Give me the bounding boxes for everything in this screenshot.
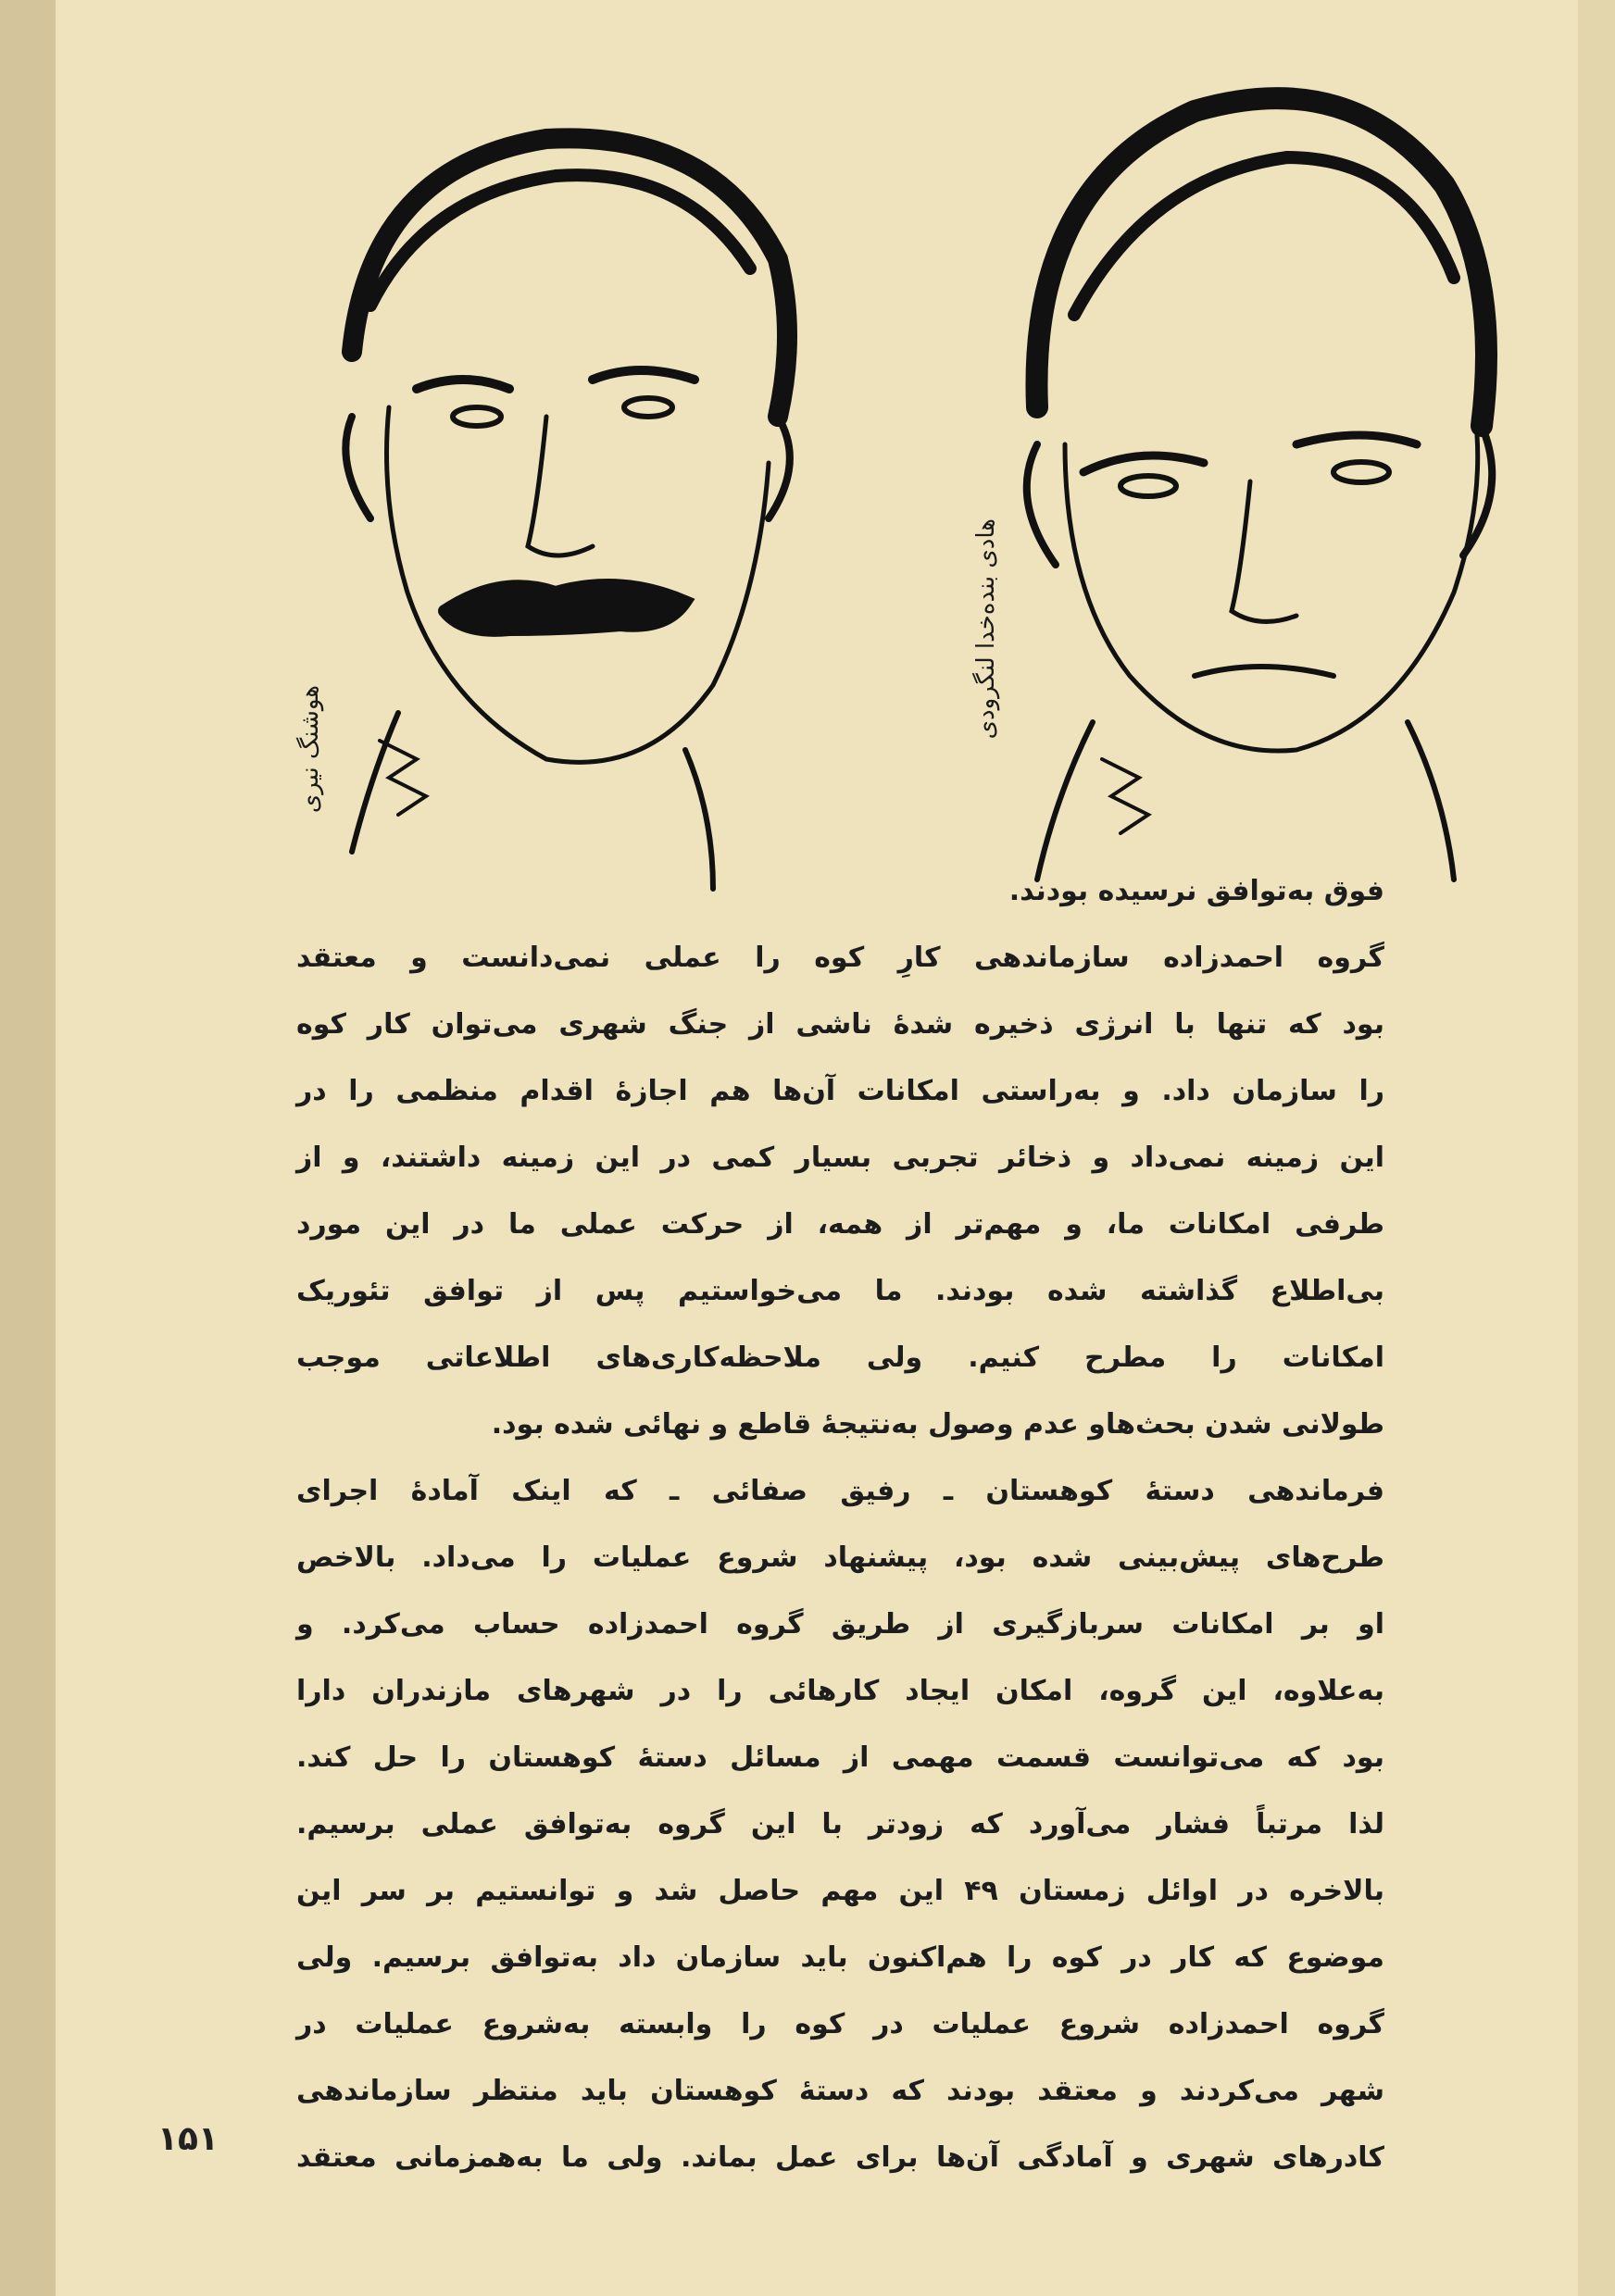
- text-line: او بر امکانات سربازگیری از طریق گروه احمدزاده حساب می‌کرد. و: [296, 1608, 1384, 1641]
- text-line: فوق به‌توافق نرسیده بودند.: [1008, 875, 1384, 907]
- text-line: طولانی شدن بحث‌هاو عدم وصول به‌نتیجهٔ قاطع و نهائی شده بود.: [491, 1408, 1384, 1441]
- text-line: لذا مرتباً فشار می‌آورد که زودتر با این گروه به‌توافق عملی برسیم.: [296, 1808, 1384, 1841]
- text-line: این زمینه نمی‌داد و ذخائر تجربی بسیار کمی در این زمینه داشتند، و از: [296, 1142, 1384, 1174]
- text-line: بالاخره در اوائل زمستان ۴۹ این مهم حاصل شد و توانستیم بر سر این: [296, 1875, 1384, 1907]
- text-line: بود که تنها با انرژی ذخیره شدهٔ ناشی از جنگ شهری می‌توان کار کوه: [296, 1008, 1384, 1041]
- text-line: موضوع که کار در کوه را هم‌اکنون باید سازمان داد به‌توافق برسیم. ولی: [296, 1941, 1384, 1974]
- text-line: گروه احمدزاده شروع عملیات در کوه را وابسته به‌شروع عملیات در: [296, 2008, 1384, 2040]
- text-line: بی‌اطلاع گذاشته شده بودند. ما می‌خواستیم پس از توافق تئوریک: [296, 1275, 1384, 1307]
- page-edge-left: [0, 0, 56, 2296]
- text-line: شهر می‌کردند و معتقد بودند که دستهٔ کوهستان باید منتظر سازماندهی: [296, 2075, 1384, 2107]
- portrait-sketch-right: [963, 74, 1519, 889]
- text-line: طرفی امکانات ما، و مهم‌تر از همه، از حرکت عملی ما در این مورد: [296, 1208, 1384, 1241]
- text-line: را سازمان داد. و به‌راستی امکانات آن‌ها هم اجازهٔ اقدام منظمی را در: [296, 1075, 1384, 1107]
- portrait-caption-right: هادی بنده‌خدا لنگرودی: [972, 518, 1000, 740]
- text-line: به‌علاوه، این گروه، امکان ایجاد کارهائی را در شهرهای مازندران دارا: [296, 1675, 1384, 1707]
- page-edge-right: [1578, 0, 1615, 2296]
- portrait-caption-left: هوشنگ نیری: [296, 685, 324, 814]
- text-line: امکانات را مطرح کنیم. ولی ملاحظه‌کاری‌های اطلاعاتی موجب: [296, 1341, 1384, 1374]
- text-line: بود که می‌توانست قسمت مهمی از مسائل دستهٔ کوهستان را حل کند.: [296, 1741, 1384, 1774]
- portrait-sketch-left: [315, 111, 833, 898]
- text-line: کادرهای شهری و آمادگی آن‌ها برای عمل بماند. ولی ما به‌همزمانی معتقد: [296, 2141, 1384, 2174]
- text-line: فرماندهی دستهٔ کوهستان ـ رفیق صفائی ـ که اینک آمادهٔ اجرای: [296, 1475, 1384, 1507]
- page-number: ۱۵۱: [157, 2120, 219, 2158]
- text-line: گروه احمدزاده سازماندهی کارِ کوه را عملی نمی‌دانست و معتقد: [296, 942, 1384, 974]
- text-line: طرح‌های پیش‌بینی شده بود، پیشنهاد شروع عملیات را می‌داد. بالاخص: [296, 1541, 1384, 1574]
